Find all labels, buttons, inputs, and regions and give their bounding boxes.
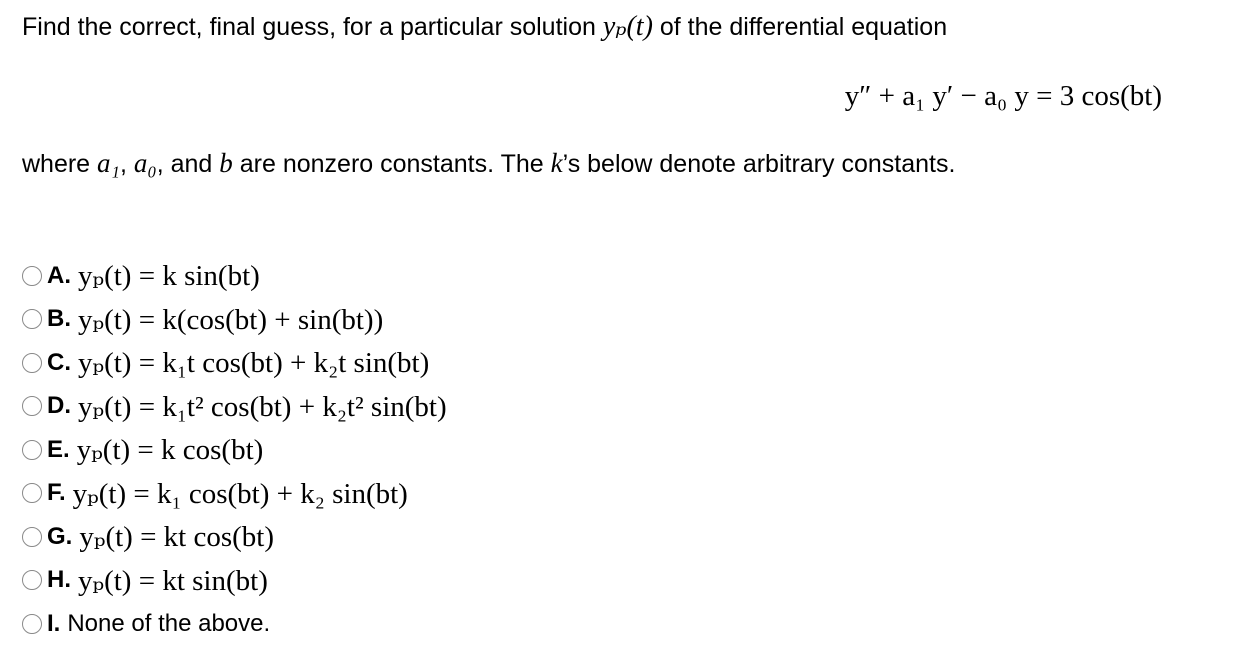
constants-note: where a₁, a₀, and b are nonzero constants. The k’s below denote arbitrary constants. [22, 148, 956, 178]
option-expression: yₚ(t) = k₁ cos(bt) + k₂ sin(bt) [72, 477, 408, 510]
where-and: , and [156, 150, 213, 178]
where-b: b [219, 148, 233, 178]
option-e[interactable] [22, 428, 722, 472]
option-expression: yₚ(t) = k cos(bt) [76, 434, 264, 467]
option-letter: F. [47, 479, 66, 507]
radio-button[interactable] [22, 614, 42, 634]
option-letter: I. [47, 609, 61, 637]
where-a0: a₀ [133, 148, 157, 178]
option-expression: yₚ(t) = kt sin(bt) [78, 564, 268, 597]
option-i[interactable] [22, 602, 722, 646]
radio-button[interactable] [22, 396, 42, 416]
option-letter: G. [47, 522, 73, 550]
option-expression: yₚ(t) = kt cos(bt) [79, 521, 275, 554]
option-letter: D. [47, 392, 71, 420]
question-stem [22, 10, 947, 44]
option-letter: E. [47, 435, 70, 463]
option-letter: C. [47, 348, 71, 376]
stem-solution-symbol: yₚ(t) [602, 11, 653, 42]
where-a1: a₁ [97, 148, 120, 178]
radio-button[interactable] [22, 266, 42, 286]
where-k: k [550, 148, 563, 178]
option-letter: A. [47, 261, 71, 289]
option-expression: yₚ(t) = k₁t² cos(bt) + k₂t² sin(bt) [78, 390, 447, 423]
option-letter: B. [47, 305, 71, 333]
option-b[interactable] [22, 298, 722, 342]
where-prefix: where [22, 150, 91, 178]
radio-button[interactable] [22, 527, 42, 547]
where-end: ’s below denote arbitrary constants. [562, 150, 956, 178]
option-g[interactable] [22, 515, 722, 559]
option-letter: H. [47, 566, 71, 594]
differential-equation: y″ + a₁ y′ − a₀ y = 3 cos(bt) [844, 80, 1162, 112]
answer-options [22, 254, 722, 646]
stem-end-text: of the differential equation [659, 13, 948, 41]
option-h[interactable] [22, 559, 722, 603]
option-d[interactable] [22, 385, 722, 429]
option-c[interactable] [22, 341, 722, 385]
stem-text: Find the correct, final guess, for a particular solution [22, 13, 596, 41]
where-mid: are nonzero constants. The [239, 150, 544, 178]
option-expression: None of the above. [67, 609, 271, 637]
radio-button[interactable] [22, 440, 42, 460]
radio-button[interactable] [22, 353, 42, 373]
option-expression: yₚ(t) = k sin(bt) [78, 260, 260, 293]
option-expression: yₚ(t) = k(cos(bt) + sin(bt)) [78, 303, 384, 336]
radio-button[interactable] [22, 309, 42, 329]
radio-button[interactable] [22, 570, 42, 590]
option-expression: yₚ(t) = k₁t cos(bt) + k₂t sin(bt) [78, 347, 430, 380]
option-a[interactable] [22, 254, 722, 298]
option-f[interactable] [22, 472, 722, 516]
radio-button[interactable] [22, 483, 42, 503]
